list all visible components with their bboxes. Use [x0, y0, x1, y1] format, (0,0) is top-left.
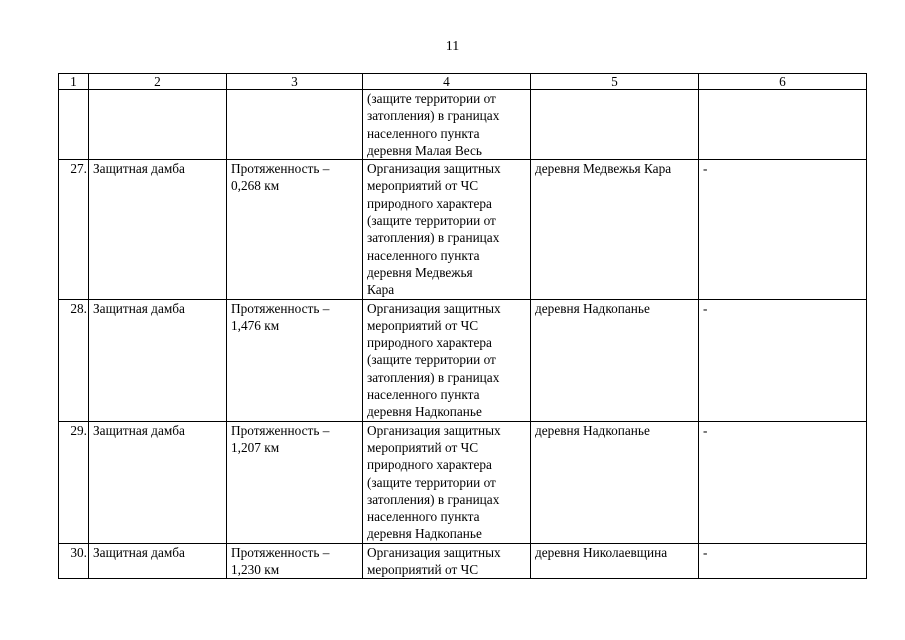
object-name: Защитная дамба: [89, 160, 227, 299]
page-number: 11: [445, 39, 460, 54]
object-note: -: [699, 160, 867, 299]
column-header-3: 3: [227, 74, 363, 90]
object-purpose: Организация защитных мероприятий от ЧС природного характера (защите территории от затопления) в границах населенного пункта деревня Надкопанье: [363, 299, 531, 421]
table-row: [59, 543, 867, 579]
column-header-2: 2: [89, 74, 227, 90]
object-purpose: Организация защитных мероприятий от ЧС природного характера (защите территории от затопления) в границах населенного пункта деревня Медвежья Кара: [363, 160, 531, 299]
object-location: деревня Надкопанье: [531, 421, 699, 543]
table-row: [59, 421, 867, 543]
object-name: Защитная дамба: [89, 299, 227, 421]
object-location: деревня Надкопанье: [531, 299, 699, 421]
row-number: 27.: [59, 160, 89, 299]
column-header-4: 4: [363, 74, 531, 90]
object-length: [227, 90, 363, 160]
object-length: Протяженность – 1,476 км: [227, 299, 363, 421]
object-purpose: (защите территории от затопления) в границах населенного пункта деревня Малая Весь: [363, 90, 531, 160]
column-number-row: [59, 74, 867, 90]
row-number: 28.: [59, 299, 89, 421]
row-number: 30.: [59, 543, 89, 579]
object-location: [531, 90, 699, 160]
column-header-1: 1: [59, 74, 89, 90]
row-number: 29.: [59, 421, 89, 543]
object-location: деревня Медвежья Кара: [531, 160, 699, 299]
object-note: -: [699, 421, 867, 543]
object-name: Защитная дамба: [89, 543, 227, 579]
objects-table: [58, 73, 867, 579]
object-name: Защитная дамба: [89, 421, 227, 543]
object-location: деревня Николаевщина: [531, 543, 699, 579]
object-purpose: Организация защитных мероприятий от ЧС природного характера (защите территории от затопления) в границах населенного пункта деревня Надкопанье: [363, 421, 531, 543]
object-note: -: [699, 299, 867, 421]
object-purpose: Организация защитных мероприятий от ЧС: [363, 543, 531, 579]
object-length: Протяженность – 0,268 км: [227, 160, 363, 299]
table-row: [59, 299, 867, 421]
object-name: [89, 90, 227, 160]
row-number: [59, 90, 89, 160]
object-length: Протяженность – 1,230 км: [227, 543, 363, 579]
table-row: [59, 90, 867, 160]
object-length: Протяженность – 1,207 км: [227, 421, 363, 543]
object-note: [699, 90, 867, 160]
object-note: -: [699, 543, 867, 579]
column-header-6: 6: [699, 74, 867, 90]
column-header-5: 5: [531, 74, 699, 90]
table-row: [59, 160, 867, 299]
